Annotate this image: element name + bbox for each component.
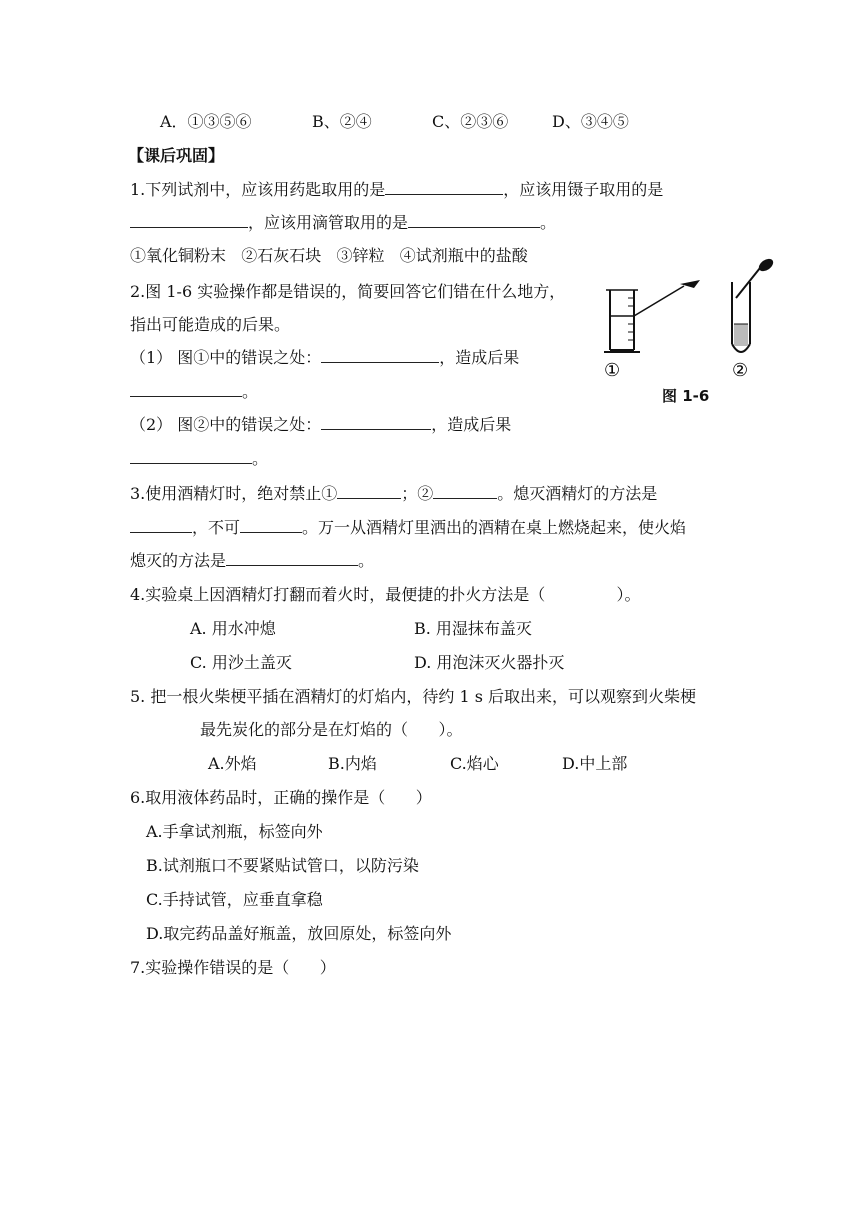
q2-sub2-text-a: （2） 图②中的错误之处：	[130, 415, 322, 434]
q6-option-a: A.手拿试剂瓶，标签向外	[146, 822, 323, 841]
q2-sub-1	[130, 348, 519, 368]
q2-line-2: 指出可能造成的后果。	[130, 315, 291, 334]
graduated-cylinder-icon	[604, 290, 640, 352]
q5-line-1: 5. 把一根火柴梗平插在酒精灯的灯焰内，待约 1 s 后取出来，可以观察到火柴梗	[130, 687, 697, 706]
q7-stem: 7.实验操作错误的是（ ）	[130, 958, 336, 977]
q1-text-a: 1.下列试剂中，应该用药匙取用的是	[130, 180, 386, 199]
q3-line-1	[130, 484, 657, 504]
figure-caption: 图 1-6	[662, 387, 710, 405]
q3-blank-1[interactable]	[337, 484, 401, 499]
q6-option-d: D.取完药品盖好瓶盖，放回原处，标签向外	[146, 924, 452, 943]
section-title: 【课后巩固】	[128, 146, 225, 165]
prev-option-d: D、③④⑤	[552, 112, 629, 131]
q1-text-b: ，应该用镊子取用的是	[503, 180, 664, 199]
q3-blank-4[interactable]	[240, 518, 302, 533]
prev-option-c: C、②③⑥	[432, 112, 509, 131]
q1-blank-3[interactable]	[408, 213, 540, 228]
q2-sub1-end: 。	[242, 382, 259, 401]
q3-line-2	[130, 518, 686, 538]
q2-sub2-blank-2[interactable]	[130, 449, 252, 464]
q3-text-d: ，不可	[192, 518, 241, 537]
q4-option-d: D. 用泡沫灭火器扑灭	[414, 653, 565, 672]
q1-text-c: ，应该用滴管取用的是	[248, 213, 409, 232]
q5-option-c: C.焰心	[450, 754, 499, 773]
q2-sub1-blank-2[interactable]	[130, 382, 242, 397]
q1-line-2	[130, 213, 556, 233]
q2-sub1-text-a: （1） 图①中的错误之处：	[130, 348, 322, 367]
q4-option-b: B. 用湿抹布盖灭	[414, 619, 532, 638]
prev-option-b: B、②④	[312, 112, 372, 131]
q3-text-g: 。	[358, 551, 375, 570]
sight-line	[634, 286, 684, 316]
q1-line-1	[130, 180, 663, 200]
q2-sub2-end: 。	[252, 449, 269, 468]
q2-sub1-blank-1[interactable]	[321, 348, 439, 363]
q2-line-1: 2.图 1-6 实验操作都是错误的，简要回答它们错在什么地方，	[130, 282, 566, 301]
q3-blank-5[interactable]	[226, 551, 358, 566]
dropper-icon	[736, 258, 775, 298]
q5-option-d: D.中上部	[562, 754, 628, 773]
q1-items: ①氧化铜粉末 ②石灰石块 ③锌粒 ④试剂瓶中的盐酸	[130, 246, 528, 265]
q3-text-a: 3.使用酒精灯时，绝对禁止①	[130, 484, 338, 503]
q5-option-b: B.内焰	[328, 754, 377, 773]
q6-option-b: B.试剂瓶口不要紧贴试管口，以防污染	[146, 856, 419, 875]
q6-option-c: C.手持试管，应垂直拿稳	[146, 890, 323, 909]
q3-text-c: 。熄灭酒精灯的方法是	[497, 484, 658, 503]
q3-text-b: ；②	[401, 484, 434, 503]
q3-text-e: 。万一从酒精灯里洒出的酒精在桌上燃烧起来，使火焰	[302, 518, 687, 537]
q1-text-d: 。	[540, 213, 557, 232]
figure-label-1: ①	[604, 360, 621, 381]
q4-option-a: A. 用水冲熄	[190, 619, 276, 638]
q5-line-2: 最先炭化的部分是在灯焰的（ ）。	[200, 720, 463, 739]
q2-sub-2-cont	[130, 449, 268, 469]
q4-stem: 4.实验桌上因酒精灯打翻而着火时，最便捷的扑火方法是（ ）。	[130, 585, 641, 604]
q1-blank-2[interactable]	[130, 213, 248, 228]
q3-blank-2[interactable]	[433, 484, 497, 499]
q2-sub2-text-b: ，造成后果	[431, 415, 512, 434]
q5-option-a: A.外焰	[208, 754, 257, 773]
q3-line-3	[130, 551, 374, 571]
q4-option-c: C. 用沙土盖灭	[190, 653, 292, 672]
q3-text-f: 熄灭的方法是	[130, 551, 227, 570]
figure-label-2: ②	[732, 360, 749, 381]
q3-blank-3[interactable]	[130, 518, 192, 533]
q2-sub2-blank-1[interactable]	[321, 415, 431, 430]
q2-sub-1-cont	[130, 382, 258, 402]
q2-sub-2	[130, 415, 511, 435]
q6-stem: 6.取用液体药品时，正确的操作是（ ）	[130, 788, 432, 807]
q1-blank-1[interactable]	[385, 180, 503, 195]
q2-sub1-text-b: ，造成后果	[439, 348, 520, 367]
prev-option-a: A．①③⑤⑥	[160, 112, 252, 131]
